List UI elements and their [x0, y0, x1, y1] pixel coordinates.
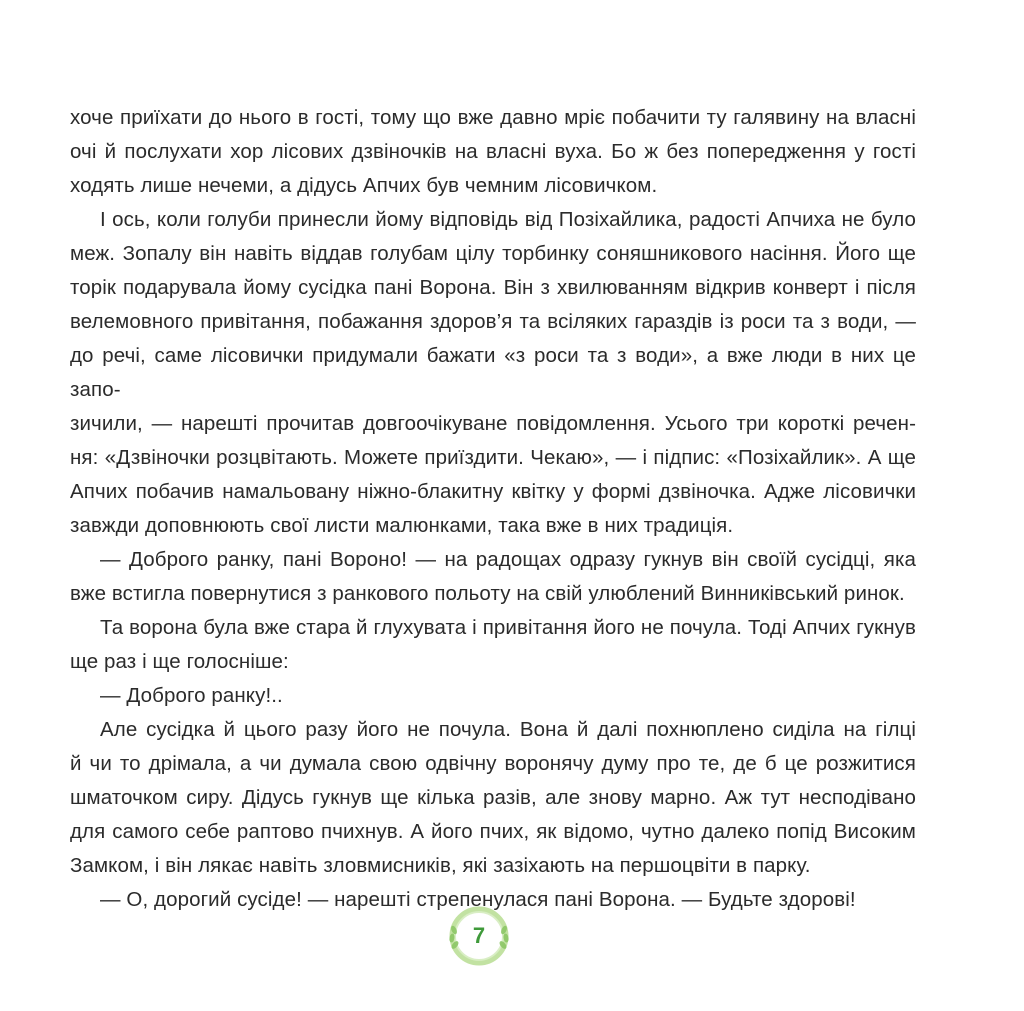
text-line: велемовного привітання, побажання здоров’я та всіляких гараздів із роси та з води, —: [70, 310, 916, 333]
text-line: зичили, — нарешті прочитав довгоочікуване повідомлення. Усього три короткі речен-: [70, 412, 916, 435]
paragraph: [70, 679, 916, 713]
paragraph: [70, 543, 916, 611]
page-number-badge: [444, 904, 514, 968]
text-line: ня: «Дзвіночки розцвітають. Можете приїздити. Чекаю», — і підпис: «Позіхайлик». А ще: [70, 446, 916, 469]
paragraph: [70, 713, 916, 883]
text-line: Та ворона була вже стара й глухувата і привітання його не почула. Тоді Апчих гукнув: [100, 616, 916, 639]
page-number: 7: [472, 923, 486, 948]
body-text: [70, 101, 916, 917]
paragraph: [70, 203, 916, 543]
text-line: — Доброго ранку, пані Вороно! — на радощах одразу гукнув він своїй сусідці, яка: [100, 548, 916, 571]
text-line: очі й послухати хор лісових дзвіночків на власні вуха. Бо ж без попередження у гості: [70, 140, 916, 163]
text-line: хоче приїхати до нього в гості, тому що вже давно мріє побачити ту галявину на власні: [70, 106, 916, 129]
text-line: завжди доповнюють свої листи малюнками, така вже в них традиція.: [70, 514, 734, 537]
text-line: до речі, саме лісовички придумали бажати «з роси та з води», а вже люди в них це запо-: [70, 344, 916, 401]
text-line: — Доброго ранку!..: [100, 684, 283, 707]
text-line: шматочком сиру. Дідусь гукнув ще кілька разів, але знову марно. Аж тут несподівано: [70, 786, 916, 809]
text-line: вже встигла повернутися з ранкового польоту на свій улюблений Винниківський ринок.: [70, 582, 905, 605]
paragraph: [70, 611, 916, 679]
text-line: ще раз і ще голосніше:: [70, 650, 289, 673]
text-line: ходять лише нечеми, а дідусь Апчих був чемним лісовичком.: [70, 174, 658, 197]
text-line: Але сусідка й цього разу його не почула. Вона й далі похнюплено сиділа на гілці: [100, 718, 916, 741]
text-line: І ось, коли голуби принесли йому відповідь від Позіхайлика, радості Апчиха не було: [100, 208, 916, 231]
text-line: — О, дорогий сусіде! — нарешті стрепенулася пані Ворона. — Будьте здорові!: [100, 888, 856, 911]
text-line: Апчих побачив намальовану ніжно-блакитну квітку у формі дзвіночка. Адже лісовички: [70, 480, 916, 503]
paragraph: [70, 101, 916, 203]
text-line: для самого себе раптово пчихнув. А його пчих, як відомо, чутно далеко попід Високим: [70, 820, 916, 843]
text-line: й чи то дрімала, а чи думала свою одвічну воронячу думу про те, де б це розжитися: [70, 752, 916, 775]
text-line: торік подарувала йому сусідка пані Ворона. Він з хвилюванням відкрив конверт і після: [70, 276, 916, 299]
text-line: Замком, і він лякає навіть зловмисників, які зазіхають на першоцвіти в парку.: [70, 854, 811, 877]
text-line: меж. Зопалу він навіть віддав голубам цілу торбинку соняшникового насіння. Його ще: [70, 242, 916, 265]
